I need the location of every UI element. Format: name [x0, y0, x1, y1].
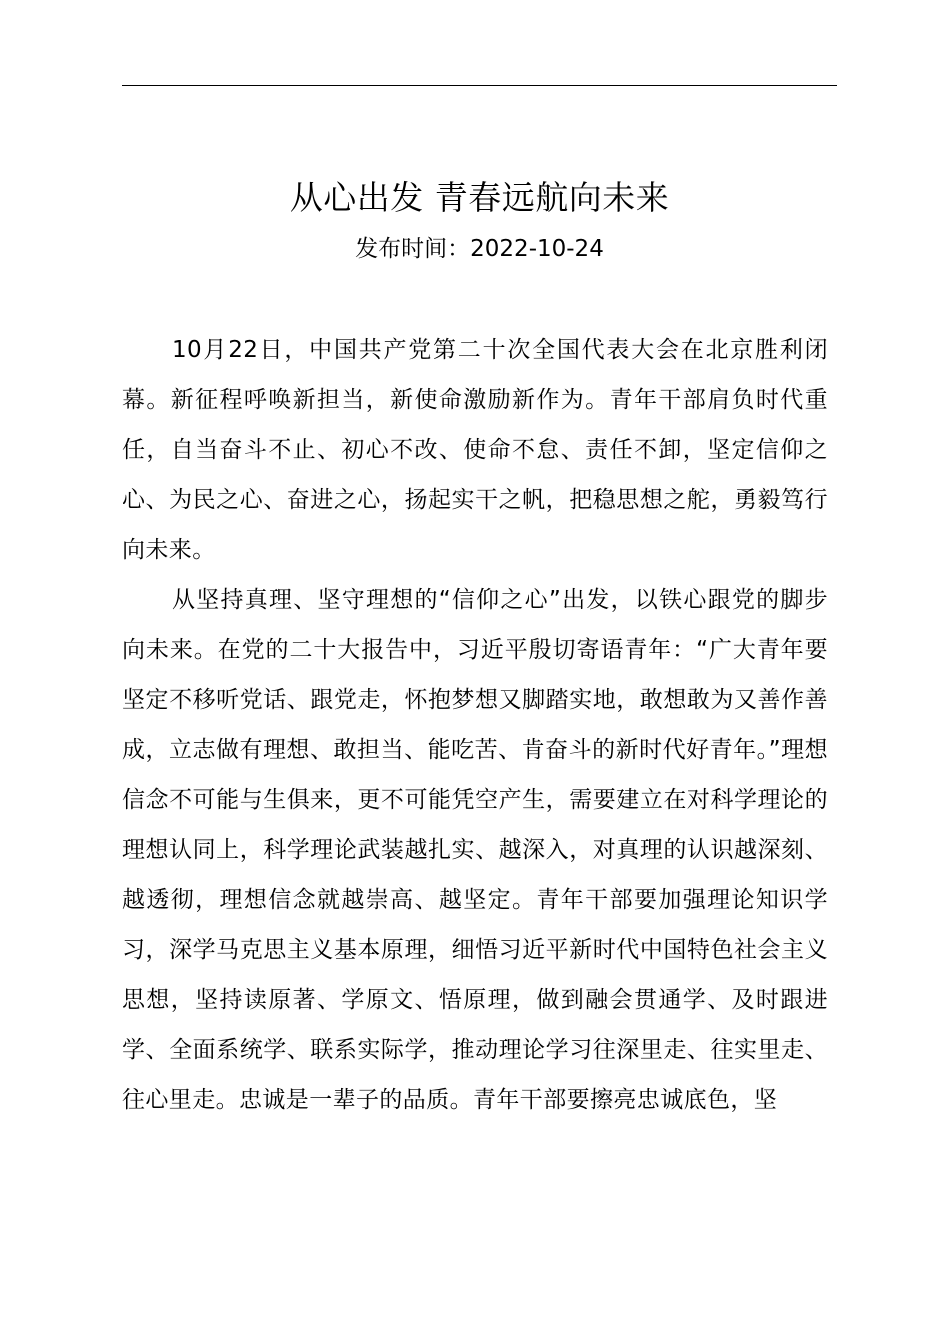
article-title: 从心出发 青春远航向未来: [289, 178, 670, 217]
paragraph: 10月22日，中国共产党第二十次全国代表大会在北京胜利闭幕。新征程呼唤新担当，新使命激励新作为。青年干部肩负时代重任，自当奋斗不止、初心不改、使命不怠、责任不卸，坚定信仰之心、为民之心、奋进之心，扬起实干之帆，把稳思想之舵，勇毅笃行向未来。: [122, 337, 828, 563]
publish-time: 发布时间：2022-10-24: [355, 236, 604, 262]
header-rule: [122, 85, 837, 86]
paragraph: 从坚持真理、坚守理想的“信仰之心”出发，以铁心跟党的脚步向未来。在党的二十大报告中，习近平殷切寄语青年：“广大青年要坚定不移听党话、跟党走，怀抱梦想又脚踏实地，敢想敢为又善作善成，立志做有理想、敢担当、能吃苦、肯奋斗的新时代好青年。”理想信念不可能与生俱来，更不可能凭空产生，需要建立在对科学理论的理想认同上，科学理论武装越扎实、越深入，对真理的认识越深刻、越透彻，理想信念就越崇高、越坚定。青年干部要加强理论知识学习，深学马克思主义基本原理，细悟习近平新时代中国特色社会主义思想，坚持读原著、学原文、悟原理，做到融会贯通学、及时跟进学、全面系统学、联系实际学，推动理论学习往深里走、往实里走、往心里走。忠诚是一辈子的品质。青年干部要擦亮忠诚底色，坚: [122, 587, 828, 1113]
article-body: [122, 325, 828, 1125]
